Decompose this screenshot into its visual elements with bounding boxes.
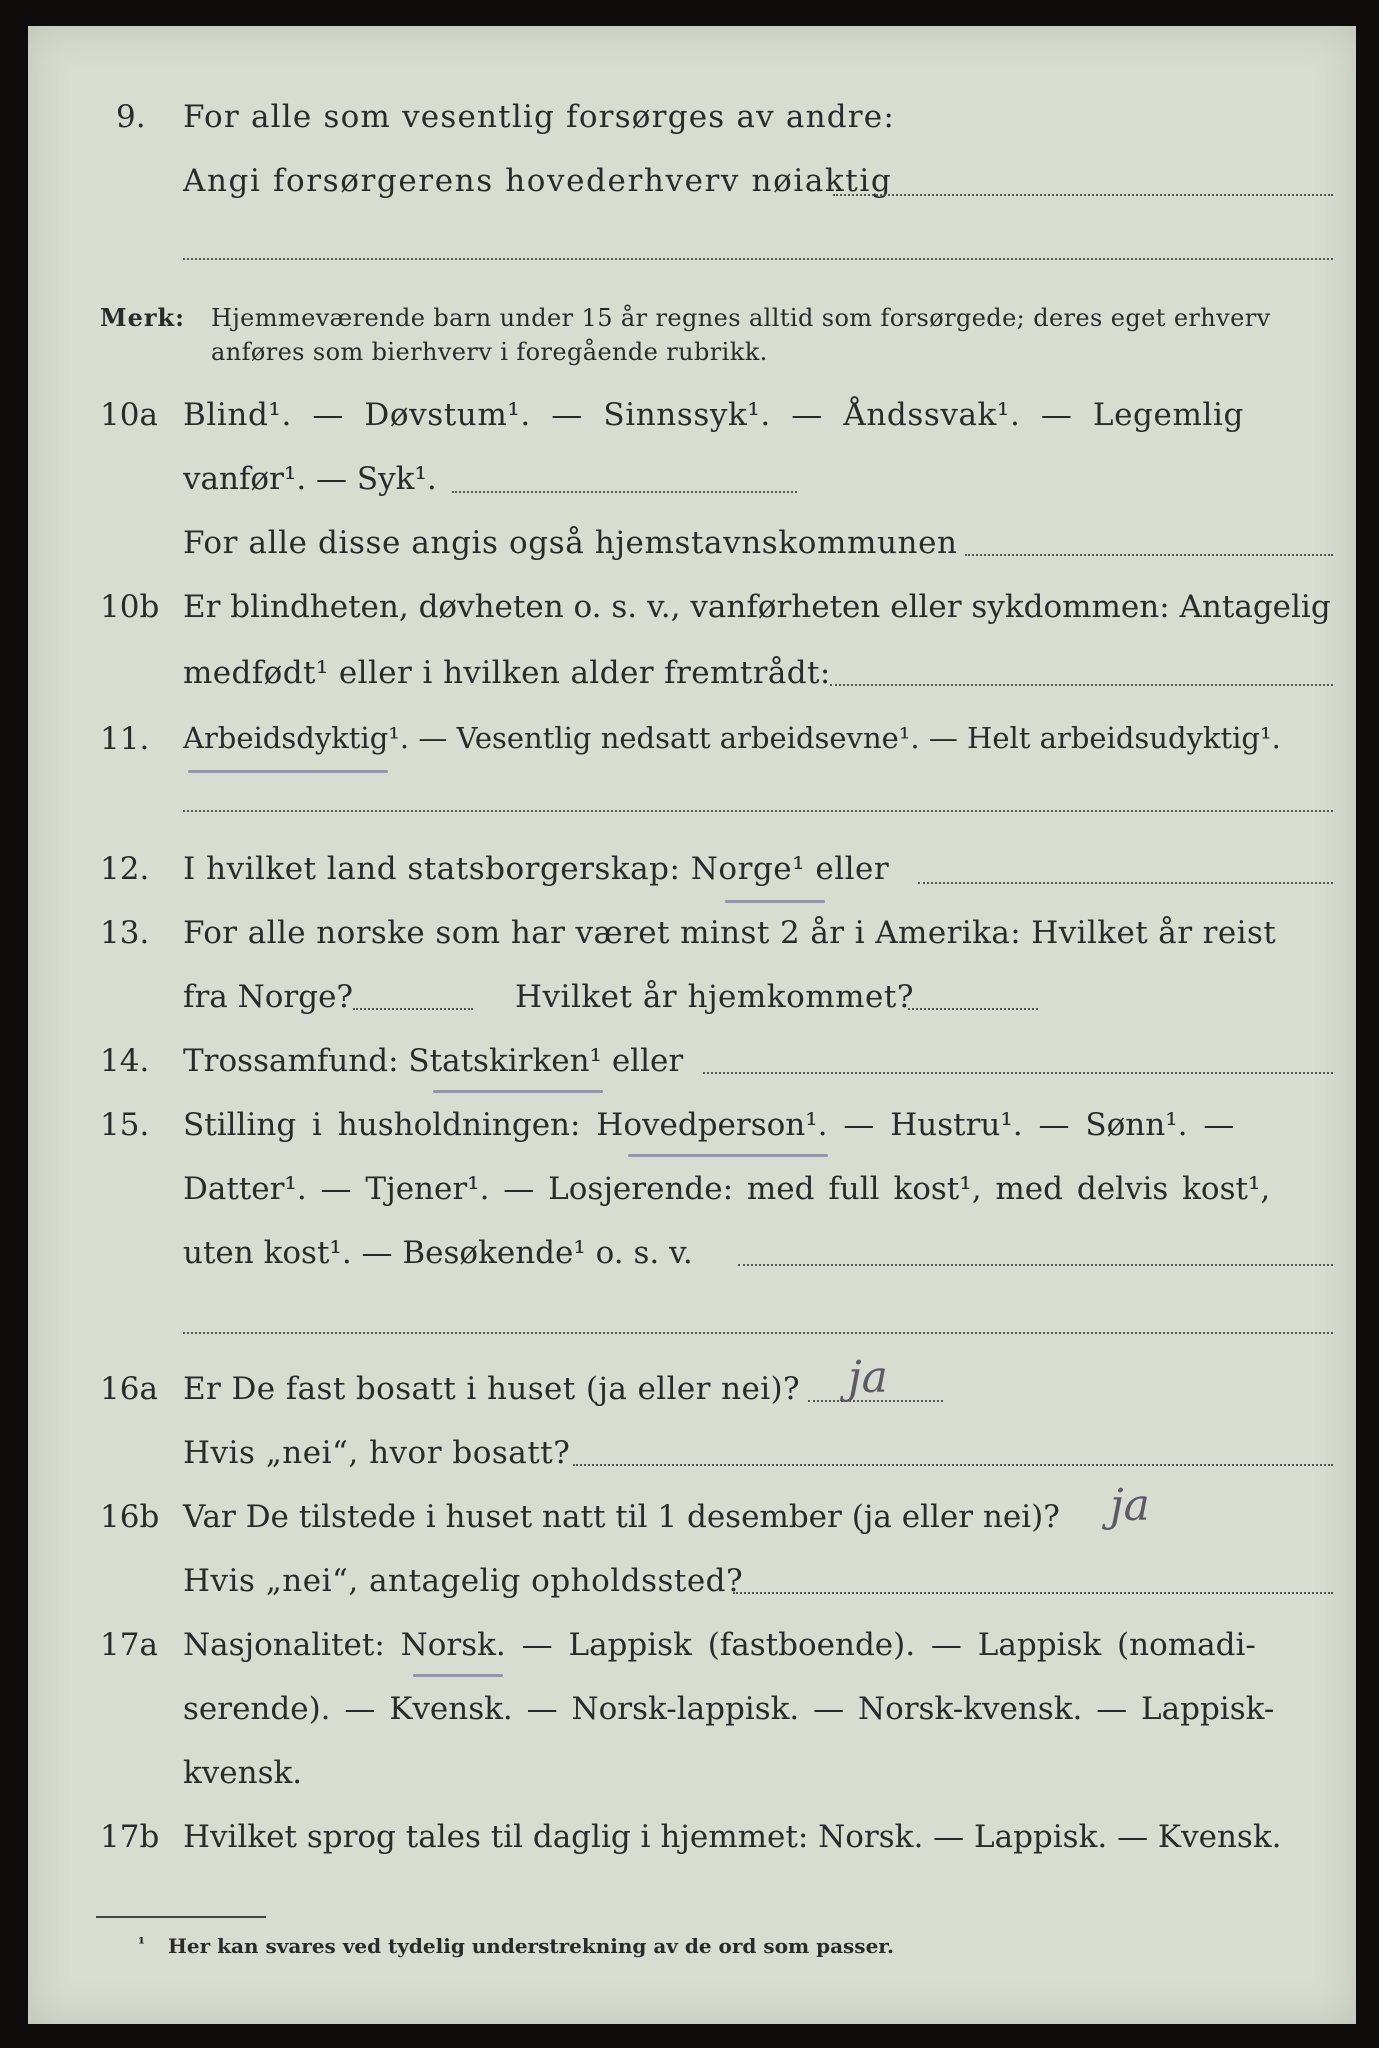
q15-answer-line[interactable] <box>738 1264 1333 1266</box>
q13-answer-line-2[interactable] <box>908 1008 1038 1010</box>
q16b-handwritten-answer: ja <box>1110 1480 1150 1531</box>
q11-pencil-underline <box>188 770 388 773</box>
census-form-page <box>28 26 1356 2024</box>
merk-label: Merk: <box>100 303 185 332</box>
q13-line2a: fra Norge? <box>183 979 354 1015</box>
q16a-handwritten-answer: ja <box>848 1352 888 1403</box>
q13-line2b: Hvilket år hjemkommet? <box>515 979 914 1015</box>
q15-line3: uten kost¹. — Besøkende¹ o. s. v. <box>183 1235 693 1271</box>
q17a-line2: serende). — Kvensk. — Norsk-lappisk. — Norsk-kvensk. — Lappisk- <box>183 1691 1275 1727</box>
q10a-line1: Blind¹. — Døvstum¹. — Sinnssyk¹. — Åndssvak¹. — Legemlig <box>183 397 1244 433</box>
q15-answer-line-2[interactable] <box>183 1332 1333 1334</box>
q11-answer-line[interactable] <box>183 810 1333 812</box>
q15-line1: Stilling i husholdningen: Hovedperson¹. — Hustru¹. — Sønn¹. — <box>183 1107 1235 1143</box>
q16b-number: 16b <box>100 1499 160 1535</box>
q10a-line3: For alle disse angis også hjemstavnskommunen <box>183 525 958 561</box>
q12-pencil-underline <box>725 900 825 903</box>
q10b-number: 10b <box>100 589 160 625</box>
q14-line1: Trossamfund: Statskirken¹ eller <box>183 1043 684 1079</box>
q11-line1: Arbeidsdyktig¹. — Vesentlig nedsatt arbeidsevne¹. — Helt arbeidsudyktig¹. <box>183 721 1281 755</box>
q14-number: 14. <box>100 1043 150 1079</box>
q14-pencil-underline <box>433 1090 603 1093</box>
q10a-answer-line[interactable] <box>452 491 797 493</box>
q13-answer-line-1[interactable] <box>353 1008 473 1010</box>
q10b-line2: medfødt¹ eller i hvilken alder fremtrådt: <box>183 655 831 691</box>
q16a-number: 16a <box>100 1371 158 1407</box>
footnote-mark: ¹ <box>138 1934 146 1953</box>
merk-line1: Hjemmeværende barn under 15 år regnes alltid som forsørgede; deres eget erhverv <box>211 304 1271 332</box>
q17b-number: 17b <box>100 1819 160 1855</box>
q9-line2: Angi forsørgerens hovederhverv nøiaktig <box>183 163 893 199</box>
q12-line1: I hvilket land statsborgerskap: Norge¹ eller <box>183 851 890 887</box>
q15-number: 15. <box>100 1107 150 1143</box>
q16a-answer-line-2[interactable] <box>573 1464 1333 1466</box>
q10a-answer-line-2[interactable] <box>965 554 1333 556</box>
q17b-line1: Hvilket sprog tales til daglig i hjemmet: Norsk. — Lappisk. — Kvensk. <box>183 1819 1282 1855</box>
q16a-line1: Er De fast bosatt i huset (ja eller nei)? <box>183 1371 801 1407</box>
q16a-answer-line[interactable] <box>808 1400 943 1402</box>
q10b-answer-line[interactable] <box>830 684 1333 686</box>
q15-line2: Datter¹. — Tjener¹. — Losjerende: med full kost¹, med delvis kost¹, <box>183 1171 1271 1207</box>
q12-number: 12. <box>100 851 150 887</box>
footnote-rule <box>96 1916 266 1918</box>
q13-number: 13. <box>100 915 150 951</box>
q16b-line1: Var De tilstede i huset natt til 1 desember (ja eller nei)? <box>183 1499 1060 1535</box>
footnote-text: Her kan svares ved tydelig understrekning av de ord som passer. <box>168 1934 894 1958</box>
merk-line2: anføres som bierhverv i foregående rubrikk. <box>211 338 768 366</box>
q16a-line2: Hvis „nei“, hvor bosatt? <box>183 1435 571 1471</box>
q16b-line2: Hvis „nei“, antagelig opholdssted? <box>183 1563 744 1599</box>
q17a-number: 17a <box>100 1627 158 1663</box>
q9-line1: For alle som vesentlig forsørges av andre: <box>183 99 895 135</box>
q17a-line1: Nasjonalitet: Norsk. — Lappisk (fastboende). — Lappisk (nomadi- <box>183 1627 1256 1663</box>
q17a-line3: kvensk. <box>183 1755 303 1791</box>
q10a-number: 10a <box>100 397 158 433</box>
q9-number: 9. <box>116 99 146 135</box>
q13-line1: For alle norske som har været minst 2 år i Amerika: Hvilket år reist <box>183 915 1277 951</box>
q17a-pencil-underline <box>413 1674 503 1677</box>
q14-answer-line[interactable] <box>703 1072 1333 1074</box>
q10a-line2: vanfør¹. — Syk¹. <box>183 461 437 497</box>
q15-pencil-underline <box>628 1154 828 1157</box>
q9-answer-line[interactable] <box>833 194 1333 196</box>
q10b-line1: Er blindheten, døvheten o. s. v., vanførheten eller sykdommen: Antagelig <box>183 589 1331 625</box>
q9-answer-line-2[interactable] <box>183 258 1333 260</box>
q12-answer-line[interactable] <box>918 882 1333 884</box>
q11-number: 11. <box>100 721 150 757</box>
q16b-answer-line[interactable] <box>733 1592 1333 1594</box>
